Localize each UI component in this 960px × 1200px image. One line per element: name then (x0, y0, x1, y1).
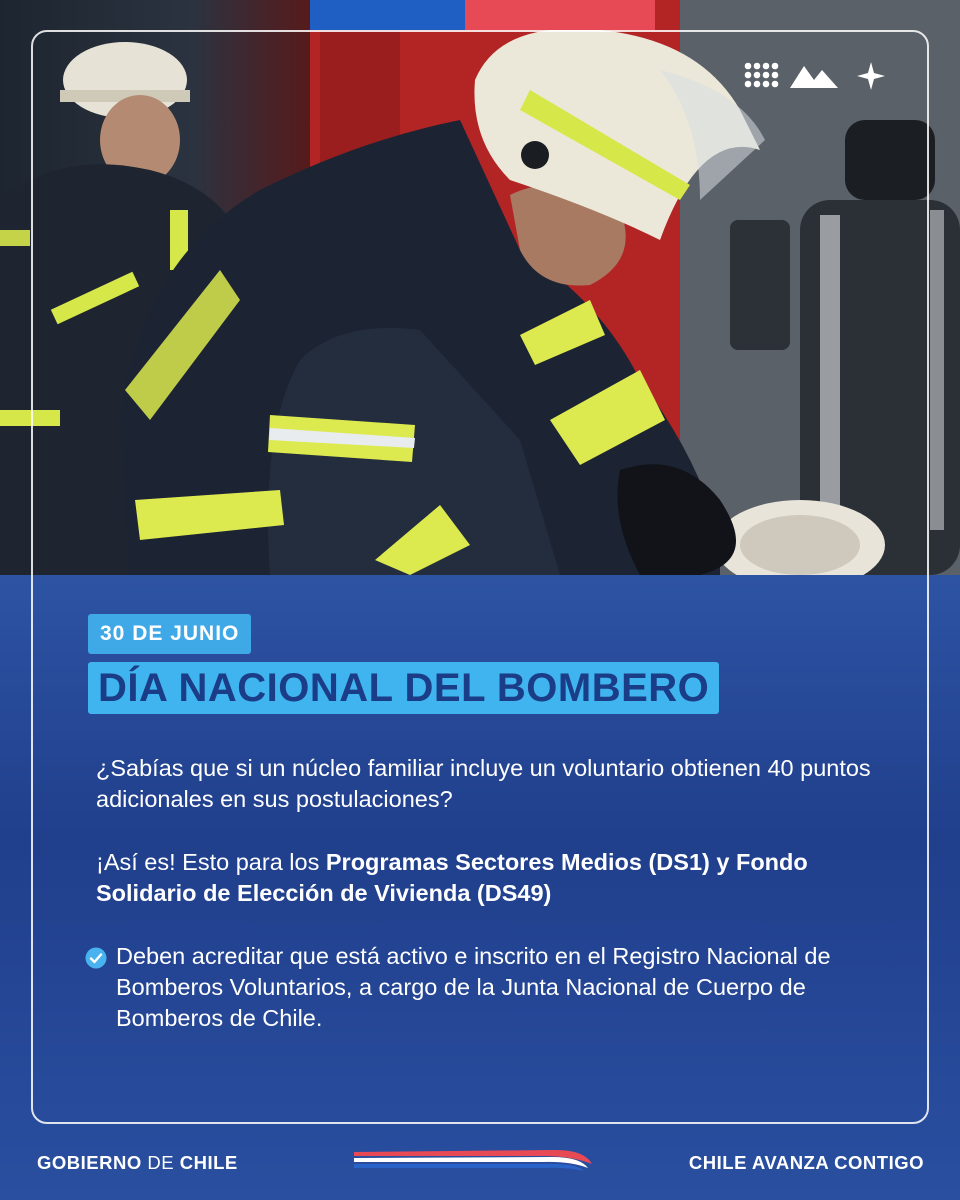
government-word-3: CHILE (179, 1152, 238, 1173)
programs-paragraph (96, 847, 886, 909)
check-circle-icon (85, 947, 107, 969)
government-label (37, 1152, 238, 1174)
programs-bold-text: Programas Sectores Medios (DS1) y Fondo Solidario de Elección de Vivienda (DS49) (96, 849, 808, 906)
programs-intro-text: ¡Así es! Esto para los (96, 849, 326, 875)
flag-red-bar (465, 0, 655, 30)
date-badge: 30 DE JUNIO (88, 614, 251, 654)
government-word-1: GOBIERNO (37, 1152, 142, 1173)
government-word-2: DE (141, 1152, 180, 1173)
dots-mountains-star-logo (742, 58, 887, 90)
slogan-label: CHILE AVANZA CONTIGO (688, 1152, 924, 1173)
flag-blue-bar (310, 0, 465, 30)
footer (0, 1124, 960, 1200)
flag-stripes-logo (352, 1146, 594, 1172)
intro-paragraph: ¿Sabías que si un núcleo familiar incluye un voluntario obtienen 40 puntos adicionales en sus postulaciones? (96, 755, 871, 812)
page-title: DÍA NACIONAL DEL BOMBERO (88, 662, 719, 714)
requirement-bullet: Deben acreditar que está activo e inscrito en el Registro Nacional de Bomberos Voluntarios, a cargo de la Junta Nacional de Cuerpo de Bomberos de Chile. (116, 943, 831, 1031)
